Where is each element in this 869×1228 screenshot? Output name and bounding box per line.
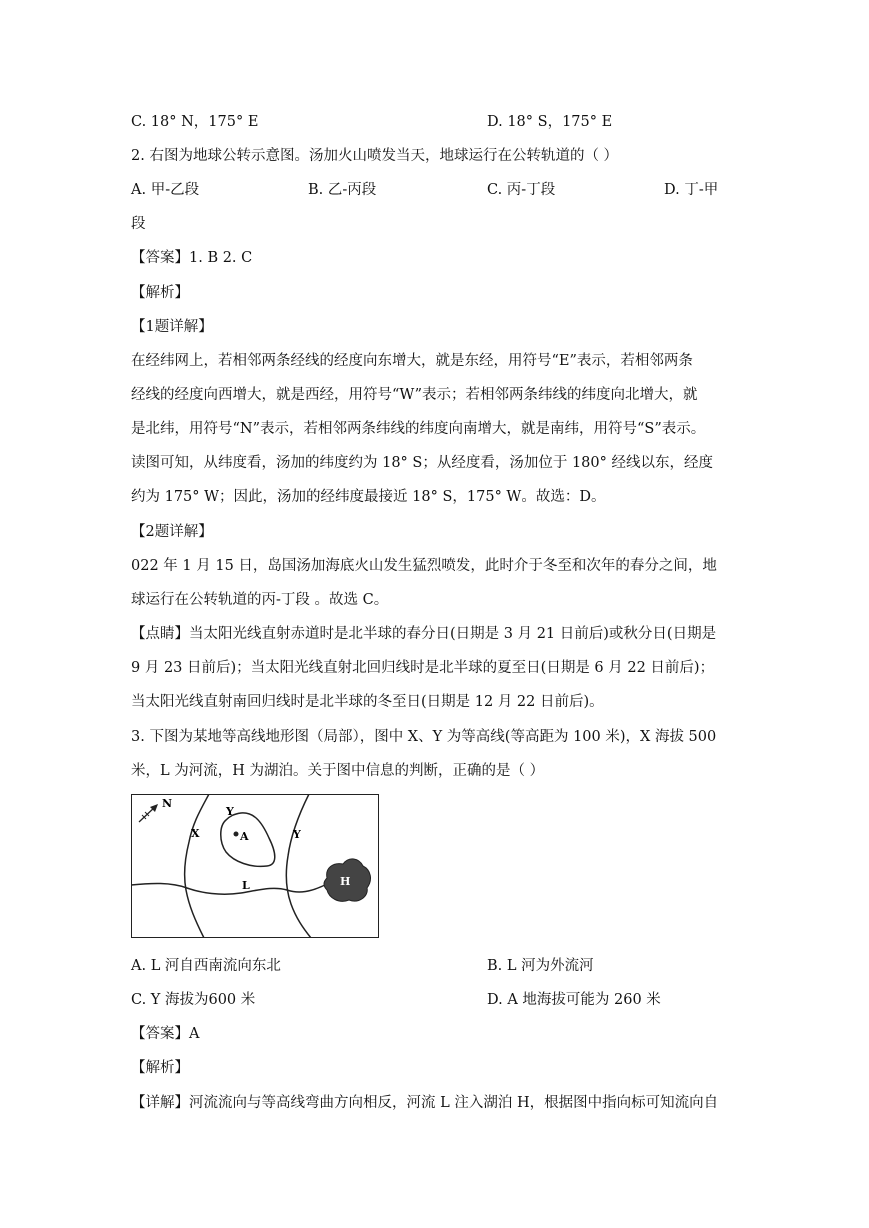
point-a-label: A xyxy=(240,830,249,843)
detail-q1-heading: 【1题详解】 xyxy=(131,319,213,335)
analysis-q3-heading: 【解析】 xyxy=(131,1060,189,1076)
detail-q2-line: 球运行在公转轨道的丙-丁段 。故选 C。 xyxy=(131,592,389,608)
river-l-label: L xyxy=(242,879,250,892)
q2-option-d: D. 丁-甲 xyxy=(664,182,719,198)
contour-y-right-label: Y xyxy=(293,828,301,841)
detail-q1-line: 在经纬网上，若相邻两条经线的经度向东增大，就是东经，用符号“E”表示，若相邻两条 xyxy=(131,353,693,369)
contour-y-top-label: Y xyxy=(226,805,234,818)
q2-option-d-continued: 段 xyxy=(131,216,146,232)
analysis-heading: 【解析】 xyxy=(131,285,189,301)
detail-q2-heading: 【2题详解】 xyxy=(131,524,213,540)
contour-map xyxy=(131,794,379,938)
q3-option-c: C. Y 海拔为600 米 xyxy=(131,992,256,1008)
detail-q1-line: 经线的经度向西增大，就是西经，用符号“W”表示；若相邻两条纬线的纬度向北增大，就 xyxy=(131,387,698,403)
tip-line: 【点睛】当太阳光线直射赤道时是北半球的春分日(日期是 3 月 21 日前后)或秋分日(日期是 xyxy=(131,626,717,642)
tip-line: 当太阳光线直射南回归线时是北半球的冬至日(日期是 12 月 22 日前后)。 xyxy=(131,694,604,710)
detail-q1-line: 是北纬，用符号“N”表示，若相邻两条纬线的纬度向南增大，就是南纬，用符号“S”表示。 xyxy=(131,421,706,437)
q3-option-a: A. L 河自西南流向东北 xyxy=(131,958,281,974)
detail-q3-line: 【详解】河流流向与等高线弯曲方向相反，河流 L 注入湖泊 H，根据图中指向标可知流向自 xyxy=(131,1095,719,1111)
q2-option-b: B. 乙-丙段 xyxy=(308,182,377,198)
north-label: N xyxy=(162,797,173,810)
contour-map-figure xyxy=(131,794,379,938)
q2-option-a: A. 甲-乙段 xyxy=(131,182,200,198)
point-a-icon xyxy=(234,832,239,837)
q1-option-d: D. 18° S，175° E xyxy=(487,114,613,130)
detail-q1-line: 读图可知，从纬度看，汤加的纬度约为 18° S；从经度看，汤加位于 180° 经线以东，经度 xyxy=(131,455,713,471)
q3-stem-line: 米，L 为河流，H 为湖泊。关于图中信息的判断，正确的是（ ） xyxy=(131,763,545,779)
q3-stem-line: 3. 下图为某地等高线地形图（局部），图中 X、Y 为等高线(等高距为 100 米)，X 海拔 500 xyxy=(131,729,717,745)
answer-q3: 【答案】A xyxy=(131,1026,200,1042)
q2-stem: 2. 右图为地球公转示意图。汤加火山喷发当天，地球运行在公转轨道的（ ） xyxy=(131,148,619,164)
detail-q1-line: 约为 175° W；因此，汤加的经纬度最接近 18° S，175° W。故选：D。 xyxy=(131,489,606,505)
q3-option-b: B. L 河为外流河 xyxy=(487,958,594,974)
detail-q2-line: 022 年 1 月 15 日，岛国汤加海底火山发生猛烈喷发，此时介于冬至和次年的春分之间，地 xyxy=(131,558,717,574)
answer-q1-q2: 【答案】1. B 2. C xyxy=(131,250,253,266)
q3-option-d: D. A 地海拔可能为 260 米 xyxy=(487,992,661,1008)
q2-option-c: C. 丙-丁段 xyxy=(487,182,556,198)
tip-line: 9 月 23 日前后)；当太阳光线直射北回归线时是北半球的夏至日(日期是 6 月 22 日前后)； xyxy=(131,660,715,676)
lake-h-label: H xyxy=(340,875,351,888)
q1-option-c: C. 18° N，175° E xyxy=(131,114,259,130)
contour-x-label: X xyxy=(191,827,200,840)
